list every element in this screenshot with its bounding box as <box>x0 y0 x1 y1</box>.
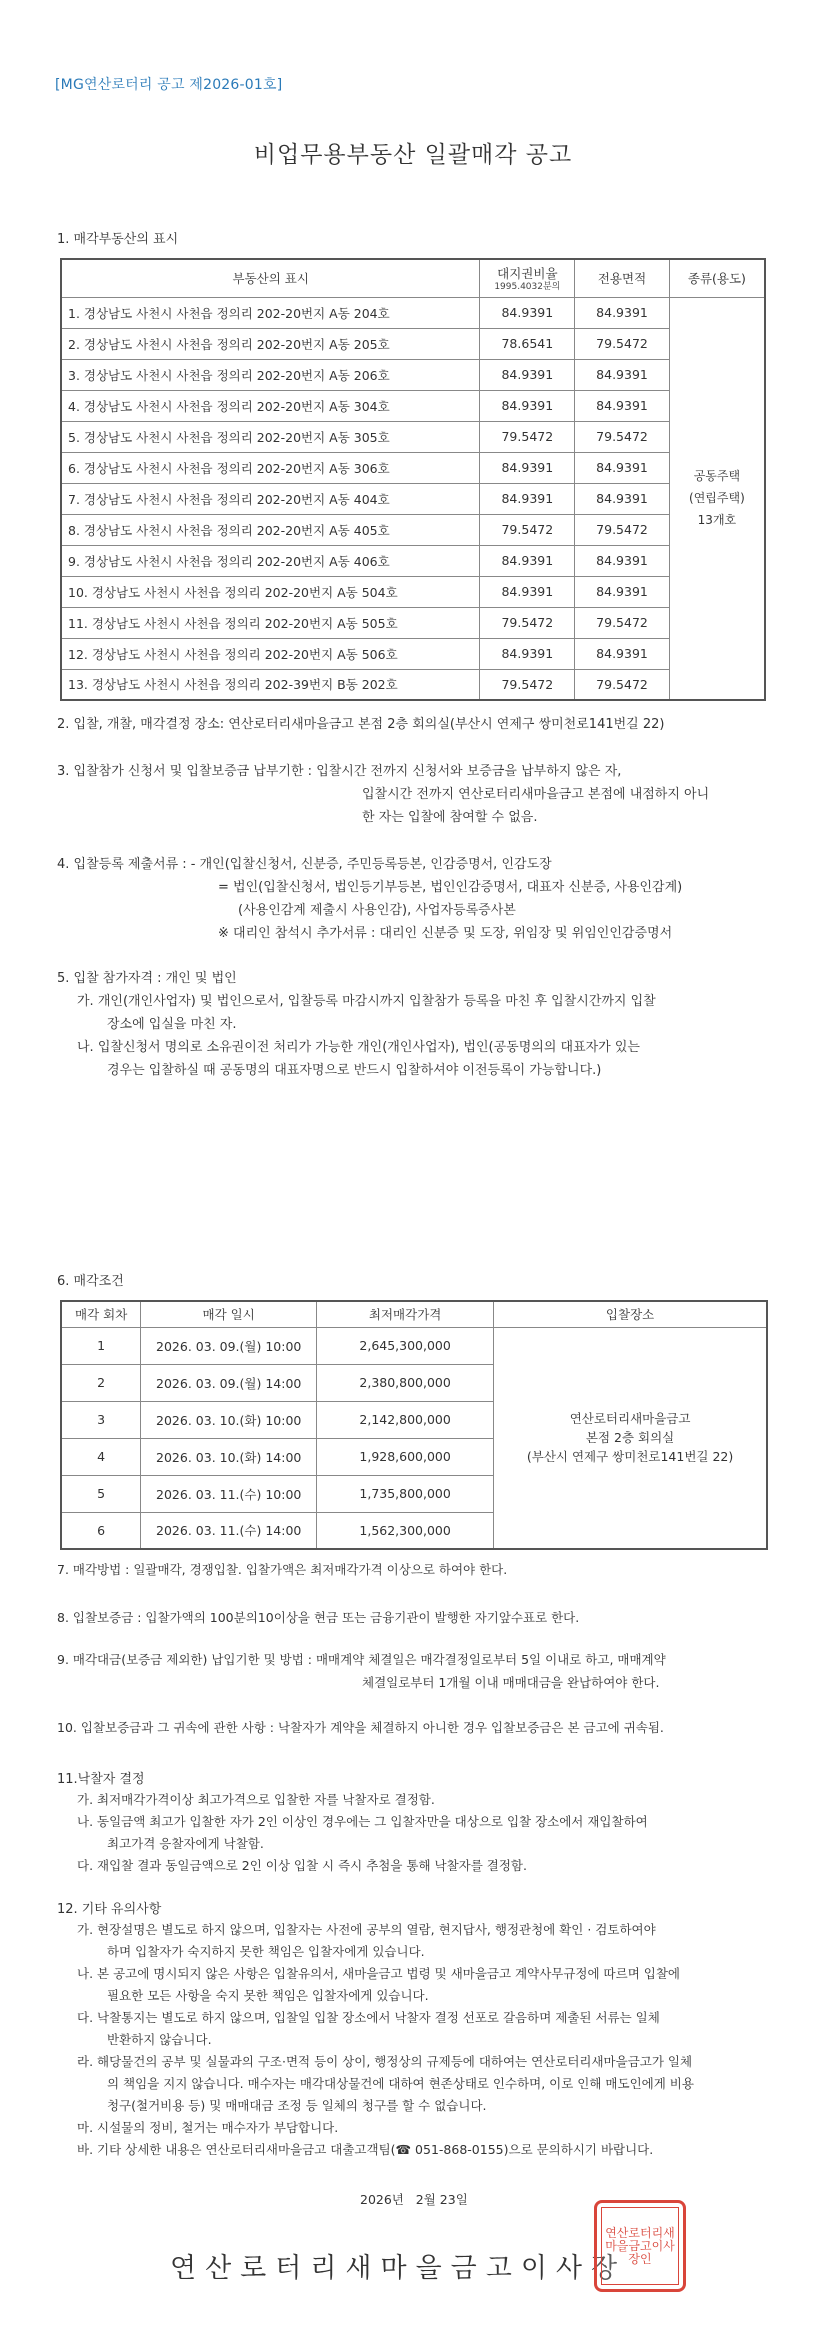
section-3-line-3: 한 자는 입찰에 참여할 수 없음. <box>362 810 538 825</box>
section-10: 10. 입찰보증금과 그 귀속에 관한 사항 : 낙찰자가 계약을 체결하지 아니한 경우 입찰보증금은 본 금고에 귀속됨. <box>57 1720 664 1735</box>
exclusive-area: 79.5472 <box>575 607 670 638</box>
notice-date: 2026년 2월 23일 <box>360 2192 468 2207</box>
exclusive-area: 84.9391 <box>575 359 670 390</box>
property-desc: 10. 경상남도 사천시 사천읍 정의리 202-20번지 A동 504호 <box>61 576 480 607</box>
table-row <box>61 297 765 328</box>
property-desc: 5. 경상남도 사천시 사천읍 정의리 202-20번지 A동 305호 <box>61 421 480 452</box>
exclusive-area: 79.5472 <box>575 328 670 359</box>
land-ratio: 84.9391 <box>480 390 575 421</box>
table-row <box>61 328 765 359</box>
exclusive-area: 79.5472 <box>575 669 670 700</box>
section-12-e: 마. 시설물의 정비, 철거는 매수자가 부담합니다. <box>77 2120 339 2135</box>
sale-datetime: 2026. 03. 11.(수) 10:00 <box>141 1475 317 1512</box>
property-desc: 13. 경상남도 사천시 사천읍 정의리 202-39번지 B동 202호 <box>61 669 480 700</box>
table-row <box>61 390 765 421</box>
place-line-2: 본점 2층 회의실 <box>585 1430 675 1446</box>
table-row <box>61 452 765 483</box>
exclusive-area: 84.9391 <box>575 545 670 576</box>
exclusive-area: 84.9391 <box>575 390 670 421</box>
exclusive-area: 84.9391 <box>575 638 670 669</box>
table-row <box>61 669 765 700</box>
section-9-line-1: 9. 매각대금(보증금 제외한) 납입기한 및 방법 : 매매계약 체결일은 매각결정일로부터 5일 이내로 하고, 매매계약 <box>57 1652 666 1667</box>
sale-datetime: 2026. 03. 09.(월) 14:00 <box>141 1364 317 1401</box>
table-row <box>61 421 765 452</box>
section-6-heading: 6. 매각조건 <box>57 1274 124 1289</box>
table-row <box>61 638 765 669</box>
sale-round: 3 <box>61 1401 141 1438</box>
section-1-heading: 1. 매각부동산의 표시 <box>57 232 179 247</box>
section-12-c-line-2: 반환하지 않습니다. <box>107 2032 212 2047</box>
header-property: 부동산의 표시 <box>61 259 480 297</box>
official-seal-stamp <box>594 2200 686 2292</box>
sale-conditions-table <box>60 1300 768 1550</box>
sale-min-price: 1,928,600,000 <box>317 1438 494 1475</box>
sale-round: 1 <box>61 1327 141 1364</box>
section-11-heading: 11.낙찰자 결정 <box>57 1772 145 1787</box>
section-7: 7. 매각방법 : 일괄매각, 경쟁입찰. 입찰가액은 최저매각가격 이상으로 하여야 한다. <box>57 1562 508 1577</box>
exclusive-area: 84.9391 <box>575 452 670 483</box>
exclusive-area: 79.5472 <box>575 514 670 545</box>
section-4-line-1: 4. 입찰등록 제출서류 : - 개인(입찰신청서, 신분증, 주민등록등본, 인감증명서, 인감도장 <box>57 857 552 872</box>
signer-name: 연산로터리새마을금고이사장 <box>170 2253 627 2284</box>
section-5-heading: 5. 입찰 참가자격 : 개인 및 법인 <box>57 971 237 986</box>
header-place: 입찰장소 <box>494 1301 767 1327</box>
land-ratio: 84.9391 <box>480 576 575 607</box>
property-desc: 8. 경상남도 사천시 사천읍 정의리 202-20번지 A동 405호 <box>61 514 480 545</box>
header-type: 종류(용도) <box>669 259 765 297</box>
type-line-1: 공동주택 <box>693 469 741 484</box>
section-12-a-line-1: 가. 현장설명은 별도로 하지 않으며, 입찰자는 사전에 공부의 열람, 현지답사, 행정관청에 확인 · 검토하여야 <box>77 1922 656 1937</box>
section-5-a-line-1: 가. 개인(개인사업자) 및 법인으로서, 입찰등록 마감시까지 입찰참가 등록을 마친 후 입찰시간까지 입찰 <box>77 994 656 1009</box>
section-12-f: 바. 기타 상세한 내용은 연산로터리새마을금고 대출고객팀(☎ 051-868-0155)으로 문의하시기 바랍니다. <box>77 2142 654 2157</box>
sale-min-price: 1,562,300,000 <box>317 1512 494 1549</box>
header-land-ratio <box>480 259 575 297</box>
section-12-c-line-1: 다. 낙찰통지는 별도로 하지 않으며, 입찰일 입찰 장소에서 낙찰자 결정 선포로 갈음하며 제출된 서류는 일체 <box>77 2010 660 2025</box>
section-12-b-line-2: 필요한 모든 사항을 숙지 못한 책임은 입찰자에게 있습니다. <box>107 1988 429 2003</box>
sale-place-cell <box>494 1327 767 1549</box>
notice-reference-number: [MG연산로터리 공고 제2026-01호] <box>55 77 283 93</box>
section-11-b-line-2: 최고가격 응찰자에게 낙찰함. <box>107 1836 264 1851</box>
sale-datetime: 2026. 03. 10.(화) 14:00 <box>141 1438 317 1475</box>
exclusive-area: 79.5472 <box>575 421 670 452</box>
property-desc: 9. 경상남도 사천시 사천읍 정의리 202-20번지 A동 406호 <box>61 545 480 576</box>
property-desc: 4. 경상남도 사천시 사천읍 정의리 202-20번지 A동 304호 <box>61 390 480 421</box>
section-11-a: 가. 최저매각가격이상 최고가격으로 입찰한 자를 낙찰자로 결정함. <box>77 1792 435 1807</box>
property-table-header <box>61 259 765 297</box>
header-min-price: 최저매각가격 <box>317 1301 494 1327</box>
section-11-c: 다. 재입찰 결과 동일금액으로 2인 이상 입찰 시 즉시 추첨을 통해 낙찰자를 결정함. <box>77 1858 527 1873</box>
sale-min-price: 2,142,800,000 <box>317 1401 494 1438</box>
section-12-heading: 12. 기타 유의사항 <box>57 1902 162 1917</box>
page-title: 비업무용부동산 일괄매각 공고 <box>253 142 573 168</box>
table-row <box>61 359 765 390</box>
sale-datetime: 2026. 03. 11.(수) 14:00 <box>141 1512 317 1549</box>
land-ratio: 84.9391 <box>480 359 575 390</box>
property-desc: 12. 경상남도 사천시 사천읍 정의리 202-20번지 A동 506호 <box>61 638 480 669</box>
exclusive-area: 84.9391 <box>575 576 670 607</box>
sale-datetime: 2026. 03. 10.(화) 10:00 <box>141 1401 317 1438</box>
section-4-line-3: (사용인감계 제출시 사용인감), 사업자등록증사본 <box>238 903 516 918</box>
land-ratio: 79.5472 <box>480 514 575 545</box>
place-line-1: 연산로터리새마을금고 <box>569 1411 691 1427</box>
sale-min-price: 2,645,300,000 <box>317 1327 494 1364</box>
header-land-ratio-label: 대지권비율 <box>497 265 558 281</box>
section-12-b-line-1: 나. 본 공고에 명시되지 않은 사항은 입찰유의서, 새마을금고 법령 및 새마을금고 계약사무규정에 따르며 입찰에 <box>77 1966 680 1981</box>
land-ratio: 84.9391 <box>480 638 575 669</box>
section-12-d-line-1: 라. 해당물건의 공부 및 실물과의 구조·면적 등이 상이, 행정상의 규제등에 대하여는 연산로터리새마을금고가 일체 <box>77 2054 693 2069</box>
exclusive-area: 84.9391 <box>575 297 670 328</box>
sale-datetime: 2026. 03. 09.(월) 10:00 <box>141 1327 317 1364</box>
seal-inner: 연산로터리새마을금고이사장인 <box>601 2207 679 2285</box>
type-line-3: 13개호 <box>697 513 737 528</box>
sale-round: 5 <box>61 1475 141 1512</box>
table-row <box>61 514 765 545</box>
property-desc: 6. 경상남도 사천시 사천읍 정의리 202-20번지 A동 306호 <box>61 452 480 483</box>
header-datetime: 매각 일시 <box>141 1301 317 1327</box>
land-ratio: 84.9391 <box>480 452 575 483</box>
table-row <box>61 545 765 576</box>
sale-round: 4 <box>61 1438 141 1475</box>
property-table <box>60 258 766 701</box>
property-type-cell <box>669 297 765 700</box>
exclusive-area: 84.9391 <box>575 483 670 514</box>
section-11-b-line-1: 나. 동일금액 최고가 입찰한 자가 2인 이상인 경우에는 그 입찰자만을 대상으로 입찰 장소에서 재입찰하여 <box>77 1814 648 1829</box>
section-8: 8. 입찰보증금 : 입찰가액의 100분의10이상을 현금 또는 금융기관이 발행한 자기앞수표로 한다. <box>57 1610 580 1625</box>
header-round: 매각 회차 <box>61 1301 141 1327</box>
land-ratio: 84.9391 <box>480 483 575 514</box>
sale-table-header <box>61 1301 767 1327</box>
type-line-2: (연립주택) <box>689 491 745 506</box>
place-line-3: (부산시 연제구 쌍미천로141번길 22) <box>526 1449 734 1465</box>
property-desc: 3. 경상남도 사천시 사천읍 정의리 202-20번지 A동 206호 <box>61 359 480 390</box>
sale-round: 2 <box>61 1364 141 1401</box>
land-ratio: 78.6541 <box>480 328 575 359</box>
sale-min-price: 1,735,800,000 <box>317 1475 494 1512</box>
section-2: 2. 입찰, 개찰, 매각결정 장소: 연산로터리새마을금고 본점 2층 회의실(부산시 연제구 쌍미천로141번길 22) <box>57 717 665 732</box>
section-9-line-2: 체결일로부터 1개월 이내 매매대금을 완납하여야 한다. <box>362 1675 660 1690</box>
section-5-a-line-2: 장소에 입실을 마친 자. <box>107 1017 237 1032</box>
property-desc: 11. 경상남도 사천시 사천읍 정의리 202-20번지 A동 505호 <box>61 607 480 638</box>
land-ratio: 79.5472 <box>480 421 575 452</box>
land-ratio: 79.5472 <box>480 607 575 638</box>
section-4-line-4: ※ 대리인 참석시 추가서류 : 대리인 신분증 및 도장, 위임장 및 위임인인감증명서 <box>218 926 673 941</box>
header-land-ratio-sub: 1995.4032분의 <box>494 281 561 292</box>
section-4-line-2: = 법인(입찰신청서, 법인등기부등본, 법인인감증명서, 대표자 신분증, 사용인감계) <box>218 880 683 895</box>
table-row <box>61 483 765 514</box>
land-ratio: 84.9391 <box>480 545 575 576</box>
land-ratio: 79.5472 <box>480 669 575 700</box>
section-3-line-2: 입찰시간 전까지 연산로터리새마을금고 본점에 내점하지 아니 <box>362 787 710 802</box>
table-row <box>61 576 765 607</box>
section-3-line-1: 3. 입찰참가 신청서 및 입찰보증금 납부기한 : 입찰시간 전까지 신청서와 보증금을 납부하지 않은 자, <box>57 764 622 779</box>
section-5-b-line-2: 경우는 입찰하실 때 공동명의 대표자명으로 반드시 입찰하셔야 이전등록이 가능합니다.) <box>107 1063 602 1078</box>
section-12-d-line-2: 의 책임을 지지 않습니다. 매수자는 매각대상물건에 대하여 현존상태로 인수하며, 이로 인해 매도인에게 비용 <box>107 2076 694 2091</box>
table-row <box>61 607 765 638</box>
sale-min-price: 2,380,800,000 <box>317 1364 494 1401</box>
property-desc: 7. 경상남도 사천시 사천읍 정의리 202-20번지 A동 404호 <box>61 483 480 514</box>
property-desc: 1. 경상남도 사천시 사천읍 정의리 202-20번지 A동 204호 <box>61 297 480 328</box>
header-area: 전용면적 <box>575 259 670 297</box>
property-desc: 2. 경상남도 사천시 사천읍 정의리 202-20번지 A동 205호 <box>61 328 480 359</box>
sale-round: 6 <box>61 1512 141 1549</box>
section-5-b-line-1: 나. 입찰신청서 명의로 소유권이전 처리가 가능한 개인(개인사업자), 법인(공동명의의 대표자가 있는 <box>77 1040 640 1055</box>
land-ratio: 84.9391 <box>480 297 575 328</box>
table-row <box>61 1327 767 1364</box>
section-12-d-line-3: 청구(철거비용 등) 및 매매대금 조정 등 일체의 청구를 할 수 없습니다. <box>107 2098 487 2113</box>
section-12-a-line-2: 하며 입찰자가 숙지하지 못한 책임은 입찰자에게 있습니다. <box>107 1944 425 1959</box>
